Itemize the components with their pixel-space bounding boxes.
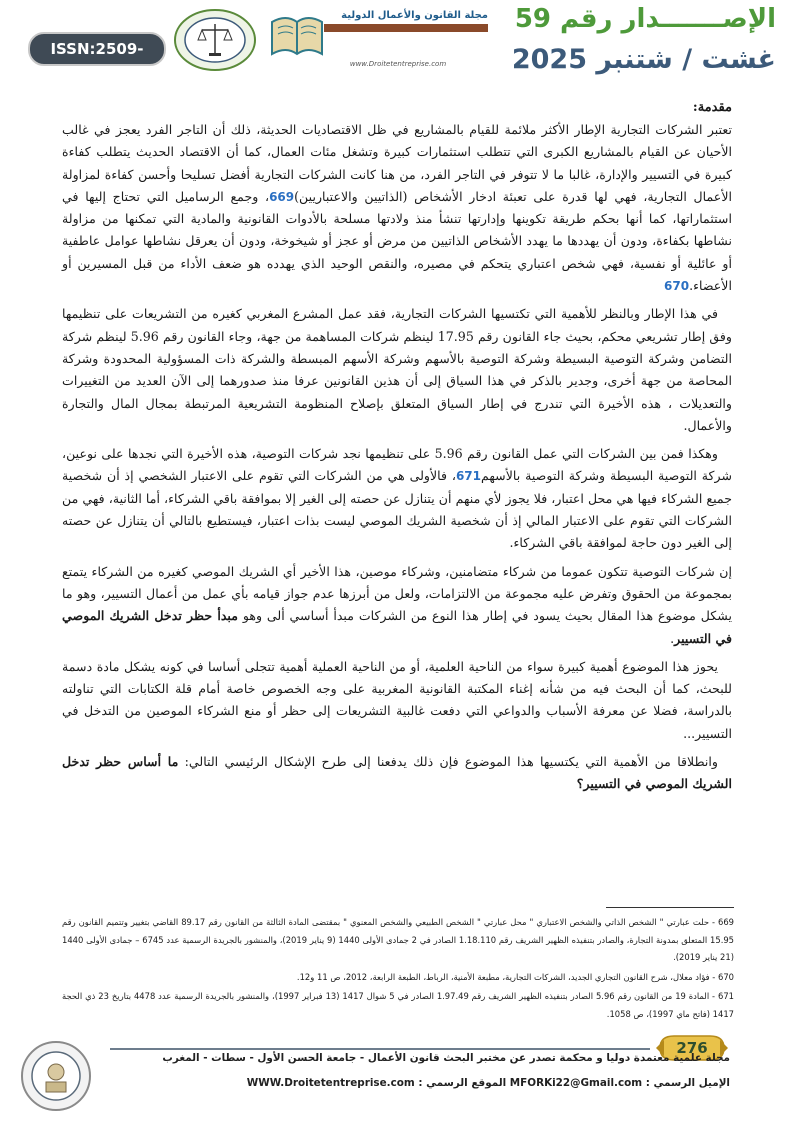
issn-badge: ISSN:2509-0291 [28,32,166,66]
paragraph-4-bold: مبدأ حظر تدخل الشريك الموصي في التسيير [62,608,732,646]
journal-logo-title: مجلة القانون والأعمال الدولية [341,10,488,21]
paragraph-3-text-b: ، فالأولى هي من الشركات التي تقوم على الاعتبار الشخصي إذ أن شخصية جميع الشركاء فيها هي محل اعتبار، فلا يجوز لأي منهم أن يتنازل عن حصته إلى الغير إلا بموافقة باقي الشركاء، أما الثانية، فهي من الشركات التي تقوم على الاعتبار المالي إذ أن شخصية الشريك الموصي ليست بذات اعتبار، فيستطيع بالتالي أن يتنازل عن حصته إلى الغير دون حاجة لموافقة باقي الشركاء. [62,468,732,551]
section-heading: مقدمة: [692,100,732,115]
book-icon [268,8,326,62]
footnote-671: 671 - المادة 19 من القانون رقم 5.96 الصادر بتنفيذه الظهير الشريف رقم 1.97.49 الصادر في 5 شوال 1417 (13 فبراير 1997)، والمنشور بالجريدة الرسمية عدد 4478 بتاريخ 23 ذي الحجة 1417 (فاتح ماي 1997)، ص 1058. [62,991,734,1019]
paragraph-3-text-a: وهكذا فمن بين الشركات التي عمل القانون رقم 5.96 على تنظيمها نجد شركات التوصية، هذه الأخيرة التي نجدها على نوعين، شركة التوصية البسيطة وشركة التوصية بالأسهم [62,446,732,484]
lab-seal-logo [172,8,258,72]
paragraph-5: يحوز هذا الموضوع أهمية كبيرة سواء من الناحية العلمية، أو من الناحية العملية أهمية تتجلى أساسا في كونه يشكل مادة دسمة للبحث، كما أن البحث فيه من شأنه إغناء المكتبة القانونية المغربية على وجه الخصوص خاصة أمام قلة الكتابات التي تناولته بالدراسة، فضلا عن معرفة الأسباب والدواعي التي دفعت غالبية التشريعات إلى حظر أو منع الشركاء الموصين من التدخل في التسيير... [62,658,732,741]
footnote-ref-669[interactable]: 669 [269,189,295,204]
footnote-ref-671[interactable]: 671 [455,469,481,484]
journal-logo-bar [324,24,488,32]
footer-journal-description: مجلة علمية معتمدة دوليا و محكمة تصدر عن مختبر البحث قانون الأعمال - جامعة الحسن الأول - سطات - المغرب [162,1052,730,1064]
footnote-670: 670 - فؤاد معلال، شرح القانون التجاري الجديد، الشركات التجارية، مطبعة الأمنية، الرباط، الطبعة الرابعة، 2012، ص 11 و12. [296,971,734,982]
paragraph-4 [62,561,732,650]
paragraph-1 [62,119,732,297]
paragraph-6 [62,751,732,796]
page-number: 276 [676,1039,708,1057]
paragraph-1-text-b: ، وجمع الرساميل التي تحتاج إليها في استثماراتها، كما أنها بحكم طريقة تكوينها وإدارتها تنشأ منذ ولادتها مسلحة بالأدوات القانونية والمادية التي تمكنها من مزاولة نشاطها بكفاءة، ودون أن يهددها ما يهدد الأشخاص الذاتيين من مرض أو عجز أو شيخوخة، ودون أن يعرقل نشاطها عوامل عاطفية أو عائلية أو نفسية، فهي شخص اعتباري يتحكم في مصيره، والنقص الوحيد الذي يهدده هو ضعف الأداء من قبل المسيرين أو الأعضاء. [62,188,732,294]
footnote-separator [606,907,734,908]
footnotes [62,914,734,1025]
paragraph-3 [62,443,732,554]
paragraph-2: في هذا الإطار وبالنظر للأهمية التي تكتسيها الشركات التجارية، فقد عمل المشرع المغربي كغيره من التشريعات على تنظيمها وفق إطار تشريعي محكم، بحيث جاء القانون رقم 17.95 لينظم شركات المساهمة من جهة، وجاء القانون رقم 5.96 لينظم شركة التضامن وشركة التوصية البسيطة وشركة التوصية بالأسهم وشركة الأسهم المبسطة والشركة ذات المسؤولية المحدودة وشركة المحاصة من جهة أخرى، وجدير بالذكر في هذا السياق إلى أن هذين القانونين عرفا منذ صدورهما إلى الآن العديد من التغييرات والتعديلات ، هذه الأخيرة التي تندرج في إطار السياق المتعلق بإصلاح المنظومة التشريعية المرتبطة بمجال المال والتجارة والأعمال. [62,306,732,433]
journal-logo-url: www.Droitetentreprise.com [349,60,447,68]
footer-contact[interactable]: الإميل الرسمي : MFORKi22@Gmail.com الموقع الرسمي : WWW.Droitetentreprise.com [246,1077,730,1089]
footnote-ref-670[interactable]: 670 [664,279,690,294]
paragraph-6-text: وانطلاقا من الأهمية التي يكتسيها هذا الموضوع فإن ذلك يدفعنا إلى طرح الإشكال الرئيسي التالي: [178,754,718,770]
footer-seal-logo [20,1040,92,1112]
issue-date: غشت / شتنبر 2025 [511,44,776,75]
research-question: ما أساس حظر تدخل الشريك الموصي في التسيير؟ [62,754,732,792]
footer-separator [110,1048,650,1050]
paragraph-4-text: إن شركات التوصية تتكون عموما من شركاء متضامنين، وشركاء موصين، هذا الأخير أي الشريك الموصي كغيره من الشركاء يتمتع بمجموعة من الحقوق وتفرض عليه مجموعة من الالتزامات، ولعل من أبرزها عدم جواز قيامه بأي عمل من أعمال التسيير، وهو ما يشكل موضوع هذا المقال بحيث يسود في إطار هذا النوع من الشركات مبدأ أساسي ألى وهو [62,563,732,624]
page-header [0,0,794,90]
article-body [62,97,732,802]
footnote-669: 669 - حلت عبارتي " الشخص الذاتي والشخص الاعتباري " محل عبارتي " الشخص الطبيعي والشخص المعنوي " بمقتضى المادة الثالثة من القانون رقم 89.17 القاضي بتغيير وتتميم القانون رقم 15.95 المتعلق بمدونة التجارة، والصادر بتنفيذه الظهير الشريف رقم 1.18.110 الصادر في 2 جمادى الأولى 1440 (9 يناير 2019)، والمنشور بالجريدة الرسمية عدد 6745 – جمادى الأولى 1440 (21 يناير 2019). [62,917,735,962]
paragraph-4-end: . [670,630,675,646]
paragraph-1-text-a: تعتبر الشركات التجارية الإطار الأكثر ملائمة للقيام بالمشاريع في ظل الاقتصاديات الحديثة، ذلك أن التاجر الفرد يعجز في غالب الأحيان عن القيام بالمشاريع الكبرى التي تتطلب استثمارات كبيرة وتشغل مئات العمال، كما أن الاقتصاد الحديث يتطلب كفاءة كبيرة في التسيير والإدارة، غالبا ما لا تتوفر في التاجر الفرد، من هنا كانت الشركات التجارية أفضل تسليحا وأحسن كفاءة لمزاولة الأعمال التجارية، فهي لها قدرة على تعبئة ادخار الأشخاص (الذاتيين والاعتباريين) [62,122,732,204]
journal-logo [268,6,488,68]
issue-number: الإصـــــــدار رقم 59 [514,4,776,34]
